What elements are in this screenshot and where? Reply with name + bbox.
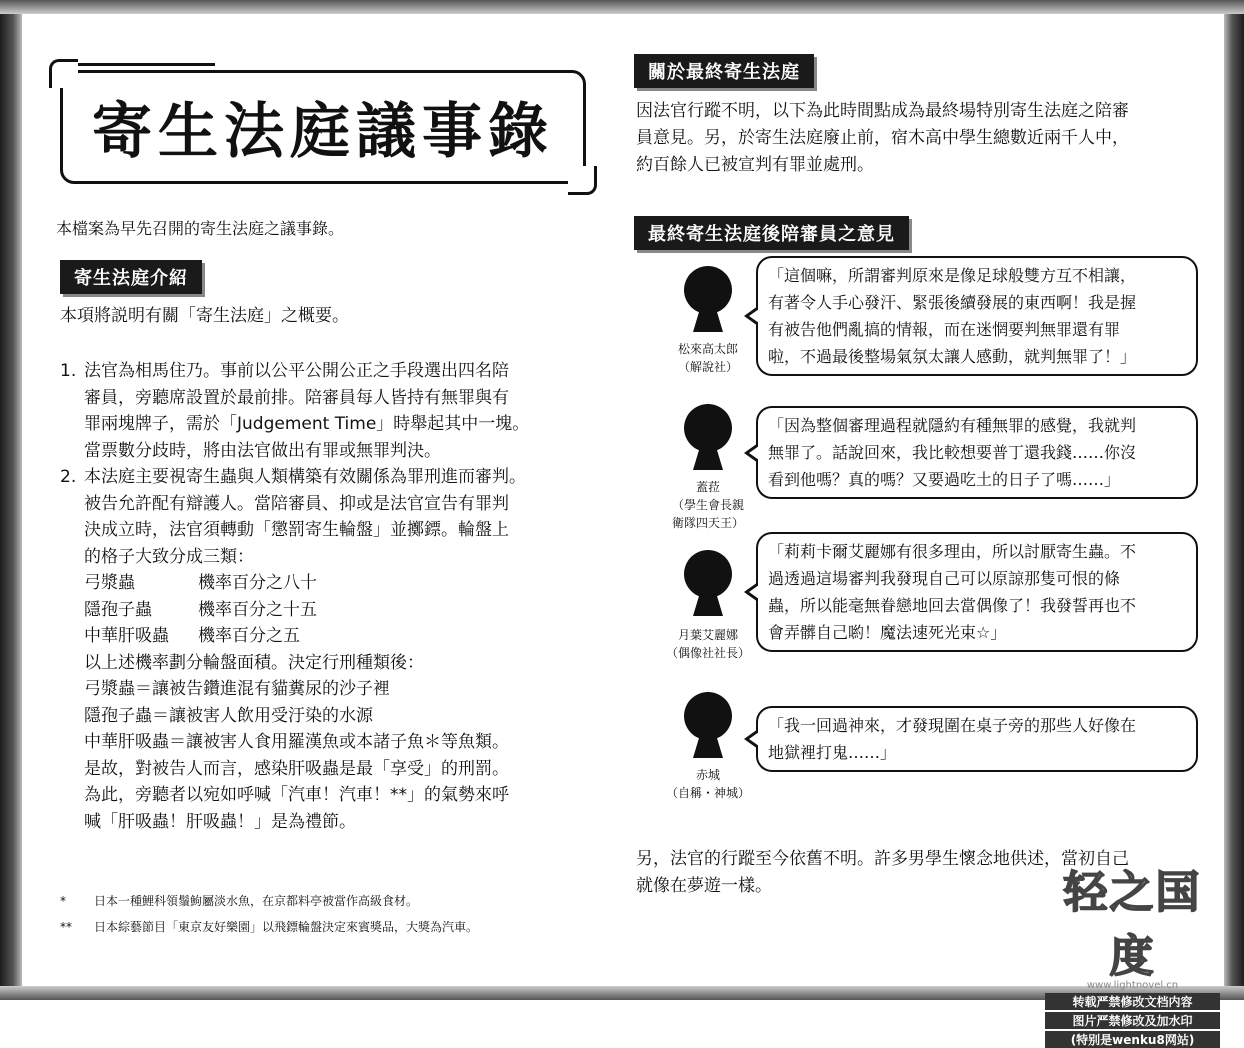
- list-line: 決成立時，法官須轉動「懲罰寄生輪盤」並擲鏢。輪盤上: [84, 520, 509, 540]
- list-line: 審員，旁聽席設置於最前排。陪審員每人皆持有無罪與有: [84, 387, 509, 408]
- speech-bubble: [756, 406, 1198, 499]
- parasite-probability: 機率百分之十五: [198, 599, 317, 620]
- juror-role: 衛隊四天王）: [671, 516, 744, 530]
- list-line: 為此，旁聽者以宛如呼喊「汽車！汽車！**」的氣勢來呼: [84, 785, 509, 805]
- list-line: 罪兩塊牌子，需於「Judgement Time」時舉起其中一塊。: [84, 414, 530, 434]
- juror-name-block: [653, 340, 763, 376]
- watermark-url: www.lightnovel.cn: [1086, 980, 1179, 991]
- probability-row: [84, 597, 590, 624]
- list-line: 以上述機率劃分輪盤面積。決定行刑種類後：: [84, 652, 424, 673]
- silhouette-icon: [684, 404, 732, 470]
- juror-name: 松來高太郎: [677, 342, 738, 356]
- silhouette-icon: [684, 266, 732, 332]
- footnote-mark: *: [60, 894, 66, 908]
- list-line: 被告允許配有辯護人。當陪審員、抑或是法官宣告有罪判: [84, 493, 509, 514]
- watermark: [1045, 856, 1220, 1048]
- paragraph-line: 另，法官的行蹤至今依舊不明。許多男學生懷念地供述，當初自己: [636, 849, 1129, 869]
- quote-line: 看到他嗎？真的嗎？又要過吃土的日子了嗎……」: [768, 470, 1121, 489]
- juror-name: 月葉艾麗娜: [677, 628, 738, 642]
- rules-list: [60, 358, 590, 835]
- list-number: 1.: [60, 361, 77, 381]
- paragraph-line: 員意見。另，於寄生法庭廢止前，宿木高中學生總數近兩千人中，: [636, 128, 1129, 148]
- juror-name-block: [653, 766, 763, 802]
- quote-line: 無罪了。話說回來，我比較想要普丁還我錢……你沒: [768, 443, 1137, 462]
- watermark-line: (特别是wenku8网站): [1045, 1031, 1220, 1048]
- juror-name-block: [653, 478, 763, 532]
- watermark-line: 转载严禁修改文档内容: [1045, 993, 1220, 1010]
- juror-role: （偶像社社長）: [665, 646, 750, 660]
- section-heading-intro: 寄生法庭介紹: [60, 260, 202, 294]
- list-line: 隱孢子蟲＝讓被害人飲用受汙染的水源: [84, 705, 373, 726]
- list-number: 2.: [60, 467, 77, 487]
- list-line: 法官為相馬住乃。事前以公平公開公正之手段選出四名陪: [84, 361, 509, 381]
- juror-role: （解說社）: [677, 360, 738, 374]
- parasite-probability: 機率百分之五: [198, 626, 300, 646]
- probability-row: [84, 623, 590, 650]
- quote-line: 有著令人手心發汗、緊張後續發展的東西啊！我是握: [768, 293, 1137, 312]
- list-line: 喊「肝吸蟲！肝吸蟲！」是為禮節。: [84, 811, 356, 832]
- silhouette-icon: [684, 550, 732, 616]
- quote-line: 地獄裡打鬼……」: [768, 743, 897, 762]
- speech-bubble: [756, 532, 1198, 652]
- scan-edge-top: [0, 0, 1244, 14]
- quote-line: 會弄髒自己喲！魔法速死光束☆」: [768, 623, 1007, 642]
- footnote: [60, 914, 478, 940]
- section-intro-lead: 本項將説明有關「寄生法庭」之概要。: [60, 306, 349, 326]
- list-line: 的格子大致分成三類：: [84, 546, 254, 567]
- watermark-line: 图片严禁修改及加水印: [1045, 1012, 1220, 1029]
- list-line: 本法庭主要視寄生蟲與人類構築有效關係為罪刑進而審判。: [84, 467, 526, 487]
- section-heading-jury: 最終寄生法庭後陪審員之意見: [634, 216, 909, 250]
- parasite-name: 隱孢子蟲: [84, 599, 152, 620]
- scan-edge-left: [0, 0, 22, 1000]
- list-line: 當票數分歧時，將由法官做出有罪或無罪判決。: [84, 440, 441, 461]
- parasite-probability: 機率百分之八十: [198, 573, 317, 593]
- title-frame: [60, 70, 586, 184]
- footnote-text: 日本綜藝節目「東京友好樂園」以飛鏢輪盤決定來賓獎品，大獎為汽車。: [94, 920, 479, 934]
- scan-edge-right: [1224, 0, 1244, 1000]
- juror-name: 蓋菈: [695, 480, 720, 494]
- footnote: [60, 888, 478, 914]
- juror-role: （學生會長親: [671, 498, 744, 512]
- watermark-logo: 轻之国度: [1063, 867, 1202, 982]
- speech-bubble: [756, 706, 1198, 772]
- paragraph-line: 因法官行蹤不明，以下為此時間點成為最終場特別寄生法庭之陪審: [636, 101, 1129, 121]
- quote-line: 蟲，所以能毫無眷戀地回去當偶像了！我發誓再也不: [768, 596, 1137, 615]
- page-title: 寄生法庭議事錄: [92, 97, 554, 167]
- quote-line: 「這個嘛，所謂審判原來是像足球般雙方互不相讓，: [768, 266, 1137, 285]
- list-line: 中華肝吸蟲＝讓被害人食用羅漢魚或本諸子魚＊等魚類。: [84, 732, 509, 752]
- quote-line: 有被告他們亂搞的情報，而在迷惘要判無罪還有罪: [768, 320, 1121, 339]
- speech-bubble: [756, 256, 1198, 376]
- quote-line: 過透過這場審判我發現自己可以原諒那隻可恨的條: [768, 569, 1121, 588]
- list-item: [60, 464, 590, 835]
- juror-name: 赤城: [695, 768, 720, 782]
- list-line: 是故，對被告人而言，感染肝吸蟲是最「享受」的刑罰。: [84, 758, 509, 779]
- footnote-text: 日本一種鯉科領鬚鮈屬淡水魚，在京都料亭被當作高級食材。: [94, 894, 419, 908]
- quote-line: 「因為整個審理過程就隱約有種無罪的感覺，我就判: [768, 416, 1137, 435]
- quote-line: 「莉莉卡爾艾麗娜有很多理由，所以討厭寄生蟲。不: [768, 542, 1137, 561]
- section-heading-final: 關於最終寄生法庭: [634, 54, 814, 88]
- silhouette-icon: [684, 692, 732, 758]
- list-item: [60, 358, 590, 464]
- quote-line: 「我一回過神來，才發現圍在桌子旁的那些人好像在: [768, 716, 1137, 735]
- juror-role: （自稱・神城）: [665, 786, 750, 800]
- probability-row: [84, 570, 590, 597]
- parasite-name: 弓漿蟲: [84, 573, 135, 593]
- footnotes: [60, 888, 478, 940]
- juror-name-block: [653, 626, 763, 662]
- list-line: 弓漿蟲＝讓被告鑽進混有貓糞尿的沙子裡: [84, 679, 390, 699]
- paragraph-line: 就像在夢遊一樣。: [636, 876, 772, 896]
- paragraph-line: 約百餘人已被宣判有罪並處刑。: [636, 155, 874, 175]
- intro-text: 本檔案為早先召開的寄生法庭之議事錄。: [56, 219, 345, 238]
- final-court-paragraph: [636, 98, 1196, 179]
- footnote-mark: **: [60, 920, 72, 934]
- quote-line: 啦，不過最後整場氣氛太讓人感動，就判無罪了！」: [768, 347, 1137, 366]
- parasite-name: 中華肝吸蟲: [84, 626, 169, 646]
